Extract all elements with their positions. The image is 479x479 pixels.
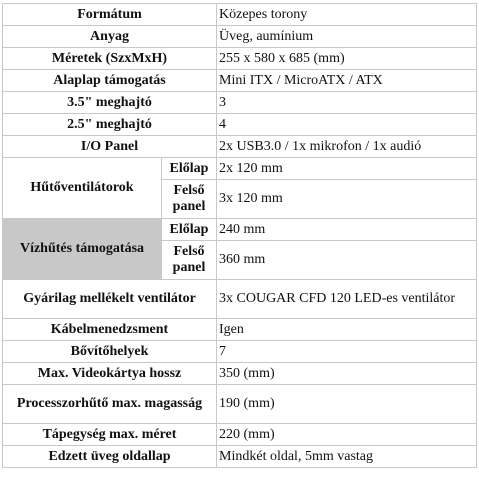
fans-top-label: Felső panel: [162, 180, 217, 219]
row-value: Közepes torony: [217, 4, 477, 26]
water-top-label: Felső panel: [162, 241, 217, 280]
table-row: [3, 26, 477, 48]
row-value: 350 (mm): [217, 363, 477, 385]
fans-top-value: 3x 120 mm: [217, 180, 477, 219]
table-row: [3, 341, 477, 363]
row-value: 3x COUGAR CFD 120 LED-es ventilátor: [217, 280, 477, 319]
row-label: 2.5" meghajtó: [3, 114, 217, 136]
water-top-value: 360 mm: [217, 241, 477, 280]
row-label: Max. Videokártya hossz: [3, 363, 217, 385]
table-row: [3, 319, 477, 341]
row-label: I/O Panel: [3, 136, 217, 158]
table-row: [3, 4, 477, 26]
row-label: Edzett üveg oldallap: [3, 446, 217, 468]
table-row: [3, 70, 477, 92]
table-row: [3, 158, 477, 180]
fans-front-label: Előlap: [162, 158, 217, 180]
water-label: Vízhűtés támogatása: [3, 219, 162, 280]
row-value: 2x USB3.0 / 1x mikrofon / 1x audió: [217, 136, 477, 158]
table-row: [3, 385, 477, 424]
row-value: Mini ITX / MicroATX / ATX: [217, 70, 477, 92]
table-row: [3, 424, 477, 446]
spec-table: [2, 3, 477, 468]
water-front-label: Előlap: [162, 219, 217, 241]
row-value: 255 x 580 x 685 (mm): [217, 48, 477, 70]
row-label: Méretek (SzxMxH): [3, 48, 217, 70]
fans-front-value: 2x 120 mm: [217, 158, 477, 180]
row-label: Processzorhűtő max. magasság: [3, 385, 217, 424]
fans-label: Hűtőventilátorok: [3, 158, 162, 219]
row-label: Tápegység max. méret: [3, 424, 217, 446]
table-row: [3, 446, 477, 468]
row-value: Mindkét oldal, 5mm vastag: [217, 446, 477, 468]
row-value: 3: [217, 92, 477, 114]
table-row: [3, 48, 477, 70]
table-row: [3, 136, 477, 158]
table-row: [3, 92, 477, 114]
row-label: Gyárilag mellékelt ventilátor: [3, 280, 217, 319]
table-row: [3, 280, 477, 319]
row-label: Formátum: [3, 4, 217, 26]
water-front-value: 240 mm: [217, 219, 477, 241]
row-value: 190 (mm): [217, 385, 477, 424]
table-row: [3, 219, 477, 241]
row-label: Kábelmenedzsment: [3, 319, 217, 341]
row-value: 220 (mm): [217, 424, 477, 446]
row-value: 4: [217, 114, 477, 136]
row-label: 3.5" meghajtó: [3, 92, 217, 114]
table-row: [3, 114, 477, 136]
row-label: Anyag: [3, 26, 217, 48]
row-label: Alaplap támogatás: [3, 70, 217, 92]
row-label: Bővítőhelyek: [3, 341, 217, 363]
row-value: 7: [217, 341, 477, 363]
row-value: Igen: [217, 319, 477, 341]
table-row: [3, 363, 477, 385]
row-value: Üveg, aumínium: [217, 26, 477, 48]
